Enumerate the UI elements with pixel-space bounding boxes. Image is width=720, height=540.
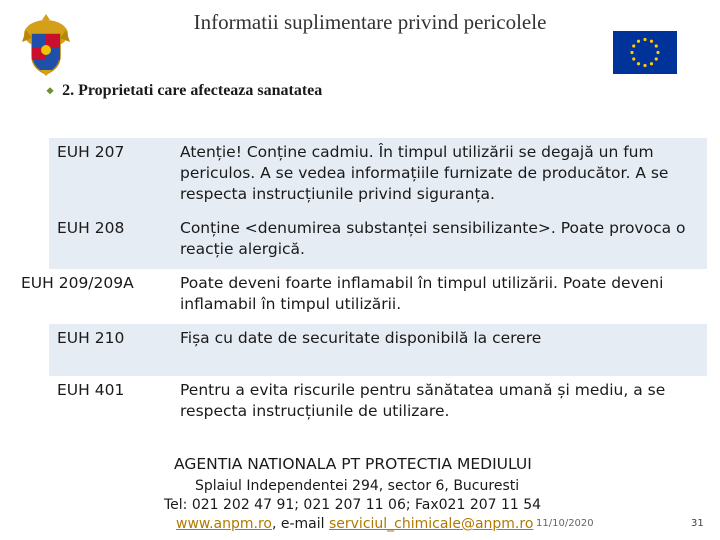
eu-star-icon xyxy=(632,44,635,47)
hazard-text: Atenție! Conține cadmiu. În timpul utilizării se degajă un fum periculos. A se vedea informațiile furnizate de producător. A se respecta instrucțiunile privind siguranța. xyxy=(174,138,707,214)
section-heading-text: 2. Proprietati care afecteaza sanatatea xyxy=(62,82,323,99)
eu-flag-icon xyxy=(613,31,677,74)
hazard-text: Poate deveni foarte inflamabil în timpul utilizării. Poate deveni inflamabil în timpul utilizării. xyxy=(174,269,707,324)
hazard-code: EUH 208 xyxy=(49,214,174,269)
eu-star-icon xyxy=(637,40,640,43)
hazard-code: EUH 207 xyxy=(49,138,174,214)
section-heading xyxy=(46,82,322,100)
eu-star-icon xyxy=(643,64,646,67)
eu-star-icon xyxy=(655,57,658,60)
eu-star-icon xyxy=(632,57,635,60)
eu-star-icon xyxy=(637,62,640,65)
bullet-icon: ❖ xyxy=(46,85,55,96)
agency-phone: Tel: 021 202 47 91; 021 207 11 06; Fax021 207 11 54 xyxy=(164,497,542,513)
eu-star-icon xyxy=(630,51,633,54)
agency-name: AGENTIA NATIONALA PT PROTECTIA MEDIULUI xyxy=(174,455,532,473)
eu-star-icon xyxy=(655,44,658,47)
slide-date: 11/10/2020 xyxy=(536,518,594,529)
website-link[interactable]: www.anpm.ro xyxy=(176,516,272,532)
eu-star-icon xyxy=(643,38,646,41)
hazard-text: Fișa cu date de securitate disponibilă la cerere xyxy=(174,324,707,376)
page-number: 31 xyxy=(691,518,704,529)
romania-coat-of-arms-icon xyxy=(20,12,72,78)
hazard-text: Conține <denumirea substanței sensibilizante>. Poate provoca o reacție alergică. xyxy=(174,214,707,269)
hazard-code: EUH 401 xyxy=(49,376,174,448)
hazard-code: EUH 210 xyxy=(49,324,174,376)
email-link[interactable]: serviciul_chimicale@anpm.ro xyxy=(328,516,534,532)
email-label: , e-mail xyxy=(271,516,329,532)
table-row xyxy=(49,324,707,376)
slide-title: Informatii suplimentare privind pericolele xyxy=(193,10,547,34)
eu-star-icon xyxy=(650,62,653,65)
table-row xyxy=(49,269,707,324)
table-row xyxy=(49,214,707,269)
table-row xyxy=(49,376,707,448)
hazard-statements-table xyxy=(21,138,707,448)
hazard-code: EUH 209/209A xyxy=(21,274,134,292)
agency-address: Splaiul Independentei 294, sector 6, Bucuresti xyxy=(195,478,520,494)
agency-contact xyxy=(176,516,533,532)
eu-star-icon xyxy=(650,40,653,43)
hazard-text: Pentru a evita riscurile pentru sănătatea umană și mediu, a se respecta instrucțiunile de utilizare. xyxy=(174,376,707,448)
table-row xyxy=(49,138,707,214)
eu-star-icon xyxy=(656,51,659,54)
